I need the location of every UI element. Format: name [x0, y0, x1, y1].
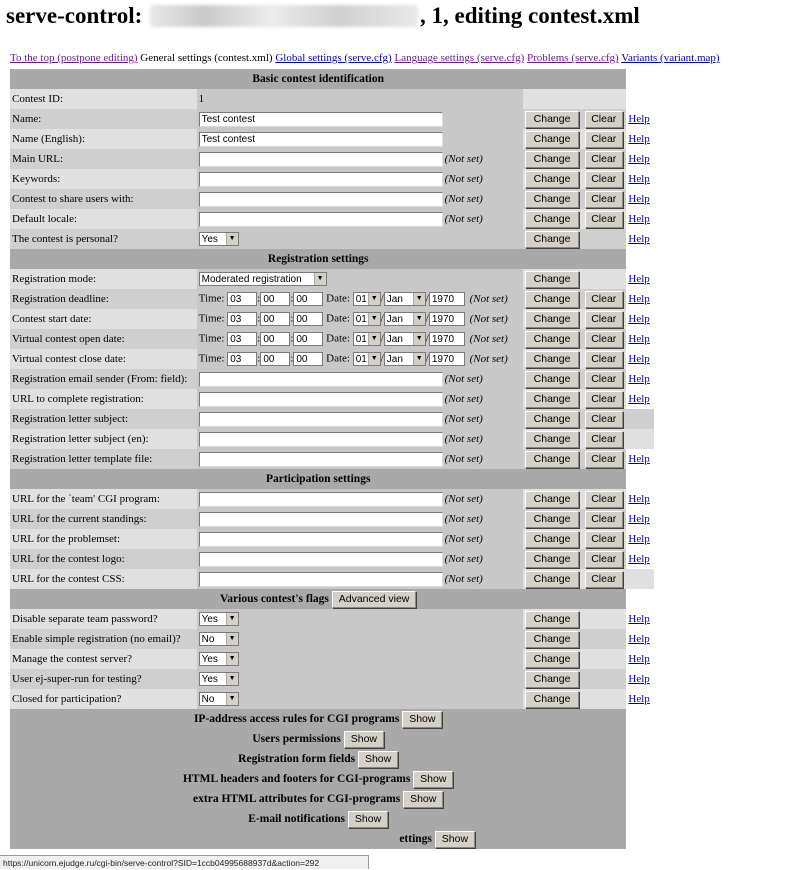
sep-password-label: Disable separate team password?: [10, 609, 197, 629]
start-date-help-link[interactable]: Help: [628, 313, 650, 325]
start-year-input[interactable]: 1970: [429, 312, 465, 326]
default-locale-help-link[interactable]: Help: [628, 213, 650, 225]
share-users-clear-button[interactable]: Clear: [585, 191, 623, 208]
css-url-change-button[interactable]: Change: [525, 571, 579, 588]
section-html-headers: HTML headers and footers for CGI-programs Show: [10, 769, 626, 789]
chevron-down-icon: ▼: [226, 613, 238, 625]
section-basic: Basic contest identification: [10, 69, 626, 89]
row-default-locale: [10, 209, 654, 229]
html-attrs-show-button[interactable]: Show: [403, 791, 443, 808]
vclose-year-input[interactable]: 1970: [429, 352, 465, 366]
html-headers-show-button[interactable]: Show: [413, 771, 453, 788]
vopen-second-input[interactable]: 00: [293, 332, 323, 346]
section-users-perm: Users permissions Show: [10, 729, 626, 749]
complete-url-input[interactable]: [199, 392, 443, 407]
advanced-view-button[interactable]: Advanced view: [332, 591, 417, 608]
keywords-notset: (Not set): [444, 172, 483, 185]
redacted-host: [150, 5, 418, 27]
vclose-change-button[interactable]: Change: [525, 351, 579, 368]
letter-template-clear-button[interactable]: Clear: [585, 451, 623, 468]
chevron-down-icon: ▼: [314, 273, 326, 285]
row-logo-url: [10, 549, 654, 569]
ip-access-show-button[interactable]: Show: [402, 711, 442, 728]
email-sender-input[interactable]: [199, 372, 443, 387]
default-locale-change-button[interactable]: Change: [525, 211, 579, 228]
row-contest-id: [10, 89, 654, 109]
chevron-down-icon: ▼: [368, 333, 380, 345]
name-en-help-link[interactable]: Help: [628, 133, 650, 145]
name-change-button[interactable]: Change: [525, 111, 579, 128]
section-registration: Registration settings: [10, 249, 626, 269]
problemset-url-change-button[interactable]: Change: [525, 531, 579, 548]
vclose-hour-input[interactable]: 03: [227, 352, 257, 366]
reg-deadline-change-button[interactable]: Change: [525, 291, 579, 308]
vclose-month-select[interactable]: Jan ▼: [384, 352, 426, 366]
section-ip-access: IP-address access rules for CGI programs Show: [10, 709, 626, 729]
main-url-input[interactable]: [199, 152, 443, 167]
logo-url-input[interactable]: [199, 552, 443, 567]
email-sender-clear-button[interactable]: Clear: [585, 371, 623, 388]
row-keywords: [10, 169, 654, 189]
super-run-change-button[interactable]: Change: [525, 671, 579, 688]
keywords-label: Keywords:: [10, 169, 197, 189]
row-letter-subject-en: [10, 429, 654, 449]
email-sender-label: Registration email sender (From: field):: [10, 369, 197, 389]
letter-template-input[interactable]: [199, 452, 443, 467]
vclose-day-select[interactable]: 01 ▼: [353, 352, 381, 366]
vopen-year-input[interactable]: 1970: [429, 332, 465, 346]
letter-template-change-button[interactable]: Change: [525, 451, 579, 468]
letter-template-label: Registration letter template file:: [10, 449, 197, 469]
deadline-notset: (Not set): [469, 292, 508, 305]
chevron-down-icon: ▼: [226, 653, 238, 665]
chevron-down-icon: ▼: [368, 293, 380, 305]
row-team-cgi: [10, 489, 654, 509]
default-locale-input[interactable]: [199, 212, 443, 227]
letter-subject-en-label: Registration letter subject (en):: [10, 429, 197, 449]
deadline-minute-input[interactable]: 00: [260, 292, 290, 306]
page-title: [6, 3, 640, 29]
nav-general-current: General settings (contest.xml): [140, 52, 273, 64]
personal-change-button[interactable]: Change: [525, 231, 579, 248]
share-users-notset: (Not set): [444, 192, 483, 205]
css-url-label: URL for the contest CSS:: [10, 569, 197, 589]
share-users-help-link[interactable]: Help: [628, 193, 650, 205]
letter-template-help-link[interactable]: Help: [628, 453, 650, 465]
section-last-partial: ettings Show: [10, 829, 626, 849]
chevron-down-icon: ▼: [368, 313, 380, 325]
letter-template-notset: (Not set): [444, 452, 483, 465]
vclose-date-label: Virtual contest close date:: [10, 349, 197, 369]
default-locale-clear-button[interactable]: Clear: [585, 211, 623, 228]
start-date-label: Contest start date:: [10, 309, 197, 329]
row-name: [10, 109, 654, 129]
start-second-input[interactable]: 00: [293, 312, 323, 326]
reg-mode-help-link[interactable]: Help: [628, 273, 650, 285]
chevron-down-icon: ▼: [226, 233, 238, 245]
users-perm-show-button[interactable]: Show: [344, 731, 384, 748]
name-clear-button[interactable]: Clear: [585, 111, 623, 128]
vclose-minute-input[interactable]: 00: [260, 352, 290, 366]
row-email-sender: [10, 369, 654, 389]
complete-url-notset: (Not set): [444, 392, 483, 405]
name-en-clear-button[interactable]: Clear: [585, 131, 623, 148]
email-sender-change-button[interactable]: Change: [525, 371, 579, 388]
sep-password-select[interactable]: Yes ▼: [199, 612, 239, 626]
email-sender-notset: (Not set): [444, 372, 483, 385]
closed-label: Closed for participation?: [10, 689, 197, 709]
deadline-second-input[interactable]: 00: [293, 292, 323, 306]
standings-url-input[interactable]: [199, 512, 443, 527]
problemset-url-help-link[interactable]: Help: [628, 533, 650, 545]
team-cgi-change-button[interactable]: Change: [525, 491, 579, 508]
complete-url-change-button[interactable]: Change: [525, 391, 579, 408]
reg-mode-label: Registration mode:: [10, 269, 197, 289]
deadline-hour-input[interactable]: 03: [227, 292, 257, 306]
letter-subject-notset: (Not set): [444, 412, 483, 425]
css-url-input[interactable]: [199, 572, 443, 587]
vclose-date-datetime: Time: 03 : 00 : 00 Date: 01 ▼ / Jan ▼ / 1970 (Not set): [197, 349, 523, 369]
super-run-label: User ej-super-run for testing?: [10, 669, 197, 689]
closed-change-button[interactable]: Change: [525, 691, 579, 708]
nav-language-link[interactable]: Language settings (serve.cfg): [394, 52, 525, 64]
vclose-notset: (Not set): [469, 352, 508, 365]
reg-deadline-clear-button[interactable]: Clear: [585, 291, 623, 308]
chevron-down-icon: ▼: [413, 333, 425, 345]
reg-mode-change-button[interactable]: Change: [525, 271, 579, 288]
nav-problems-link[interactable]: Problems (serve.cfg): [527, 52, 619, 64]
nav-top-link[interactable]: To the top (postpone editing): [10, 52, 138, 64]
sep-password-help-link[interactable]: Help: [628, 613, 650, 625]
manage-server-select[interactable]: Yes ▼: [199, 652, 239, 666]
chevron-down-icon: ▼: [368, 353, 380, 365]
letter-subject-label: Registration letter subject:: [10, 409, 197, 429]
row-super-run: [10, 669, 654, 689]
letter-subject-en-clear-button[interactable]: Clear: [585, 431, 623, 448]
name-input[interactable]: [199, 112, 443, 127]
vclose-second-input[interactable]: 00: [293, 352, 323, 366]
css-url-clear-button[interactable]: Clear: [585, 571, 623, 588]
personal-select[interactable]: Yes ▼: [199, 232, 239, 246]
name-en-label: Name (English):: [10, 129, 197, 149]
status-bar-url: https://unicorn.ejudge.ru/cgi-bin/serve-control?SID=1ccb04995688937d&action=292: [0, 855, 369, 869]
row-sep-password: [10, 609, 654, 629]
problemset-url-notset: (Not set): [444, 532, 483, 545]
team-cgi-label: URL for the `team' CGI program:: [10, 489, 197, 509]
email-sender-help-link[interactable]: Help: [628, 373, 650, 385]
letter-subject-input[interactable]: [199, 412, 443, 427]
section-html-attrs: extra HTML attributes for CGI-programs Show: [10, 789, 626, 809]
super-run-help-link[interactable]: Help: [628, 673, 650, 685]
sep-password-change-button[interactable]: Change: [525, 611, 579, 628]
problemset-url-input[interactable]: [199, 532, 443, 547]
email-notif-show-button[interactable]: Show: [348, 811, 388, 828]
keywords-help-link[interactable]: Help: [628, 173, 650, 185]
vopen-notset: (Not set): [469, 332, 508, 345]
main-url-label: Main URL:: [10, 149, 197, 169]
problemset-url-clear-button[interactable]: Clear: [585, 531, 623, 548]
row-closed: [10, 689, 654, 709]
start-date-datetime: Time: 03 : 00 : 00 Date: 01 ▼ / Jan ▼ / 1970 (Not set): [197, 309, 523, 329]
manage-server-help-link[interactable]: Help: [628, 653, 650, 665]
chevron-down-icon: ▼: [226, 673, 238, 685]
name-en-change-button[interactable]: Change: [525, 131, 579, 148]
complete-url-help-link[interactable]: Help: [628, 393, 650, 405]
logo-url-clear-button[interactable]: Clear: [585, 551, 623, 568]
team-cgi-help-link[interactable]: Help: [628, 493, 650, 505]
row-letter-template: [10, 449, 654, 469]
team-cgi-notset: (Not set): [444, 492, 483, 505]
chevron-down-icon: ▼: [413, 313, 425, 325]
row-share-users: [10, 189, 654, 209]
share-users-label: Contest to share users with:: [10, 189, 197, 209]
simple-reg-select[interactable]: No ▼: [199, 632, 239, 646]
standings-url-help-link[interactable]: Help: [628, 513, 650, 525]
personal-label: The contest is personal?: [10, 229, 197, 249]
start-hour-input[interactable]: 03: [227, 312, 257, 326]
logo-url-notset: (Not set): [444, 552, 483, 565]
row-name-en: [10, 129, 654, 149]
standings-url-change-button[interactable]: Change: [525, 511, 579, 528]
logo-url-label: URL for the contest logo:: [10, 549, 197, 569]
name-help-link[interactable]: Help: [628, 113, 650, 125]
last-show-button[interactable]: Show: [435, 831, 475, 848]
vopen-month-select[interactable]: Jan ▼: [384, 332, 426, 346]
keywords-input[interactable]: [199, 172, 443, 187]
share-users-change-button[interactable]: Change: [525, 191, 579, 208]
logo-url-help-link[interactable]: Help: [628, 553, 650, 565]
row-css-url: [10, 569, 654, 589]
page-title-prefix: serve-control:: [6, 3, 143, 28]
deadline-year-input[interactable]: 1970: [429, 292, 465, 306]
keywords-clear-button[interactable]: Clear: [585, 171, 623, 188]
name-en-input[interactable]: [199, 132, 443, 147]
vopen-minute-input[interactable]: 00: [260, 332, 290, 346]
team-cgi-input[interactable]: [199, 492, 443, 507]
closed-help-link[interactable]: Help: [628, 693, 650, 705]
letter-subject-en-notset: (Not set): [444, 432, 483, 445]
nav-global-link[interactable]: Global settings (serve.cfg): [275, 52, 392, 64]
simple-reg-help-link[interactable]: Help: [628, 633, 650, 645]
chevron-down-icon: ▼: [413, 353, 425, 365]
reg-deadline-label: Registration deadline:: [10, 289, 197, 309]
vopen-day-select[interactable]: 01 ▼: [353, 332, 381, 346]
reg-mode-select[interactable]: Moderated registration ▼: [199, 272, 327, 286]
manage-server-change-button[interactable]: Change: [525, 651, 579, 668]
row-vopen-date: [10, 329, 654, 349]
reg-fields-show-button[interactable]: Show: [358, 751, 398, 768]
vopen-date-datetime: Time: 03 : 00 : 00 Date: 01 ▼ / Jan ▼ / 1970 (Not set): [197, 329, 523, 349]
letter-subject-change-button[interactable]: Change: [525, 411, 579, 428]
row-letter-subject: [10, 409, 654, 429]
vopen-change-button[interactable]: Change: [525, 331, 579, 348]
start-notset: (Not set): [469, 312, 508, 325]
settings-table: [10, 69, 654, 849]
row-vclose-date: [10, 349, 654, 369]
chevron-down-icon: ▼: [226, 633, 238, 645]
standings-url-label: URL for the current standings:: [10, 509, 197, 529]
letter-subject-en-input[interactable]: [199, 432, 443, 447]
row-complete-url: [10, 389, 654, 409]
default-locale-notset: (Not set): [444, 212, 483, 225]
section-reg-fields: Registration form fields Show: [10, 749, 626, 769]
row-reg-deadline: [10, 289, 654, 309]
main-url-change-button[interactable]: Change: [525, 151, 579, 168]
start-date-clear-button[interactable]: Clear: [585, 311, 623, 328]
nav-variants-link[interactable]: Variants (variant.map): [621, 52, 720, 64]
section-participation: Participation settings: [10, 469, 626, 489]
reg-deadline-datetime: Time: 03 : 00 : 00 Date: 01 ▼ / Jan ▼ / 1970 (Not set): [197, 289, 523, 309]
reg-deadline-help-link[interactable]: Help: [628, 293, 650, 305]
row-manage-server: [10, 649, 654, 669]
standings-url-notset: (Not set): [444, 512, 483, 525]
vclose-help-link[interactable]: Help: [628, 353, 650, 365]
row-reg-mode: [10, 269, 654, 289]
vopen-date-label: Virtual contest open date:: [10, 329, 197, 349]
vopen-hour-input[interactable]: 03: [227, 332, 257, 346]
row-start-date: [10, 309, 654, 329]
start-date-change-button[interactable]: Change: [525, 311, 579, 328]
letter-subject-en-change-button[interactable]: Change: [525, 431, 579, 448]
vclose-clear-button[interactable]: Clear: [585, 351, 623, 368]
simple-reg-label: Enable simple registration (no email)?: [10, 629, 197, 649]
vopen-help-link[interactable]: Help: [628, 333, 650, 345]
letter-subject-clear-button[interactable]: Clear: [585, 411, 623, 428]
start-day-select[interactable]: 01 ▼: [353, 312, 381, 326]
logo-url-change-button[interactable]: Change: [525, 551, 579, 568]
start-month-select[interactable]: Jan ▼: [384, 312, 426, 326]
problemset-url-label: URL for the problemset:: [10, 529, 197, 549]
section-flags: Various contest's flags Advanced view: [10, 589, 626, 609]
team-cgi-clear-button[interactable]: Clear: [585, 491, 623, 508]
share-users-input[interactable]: [199, 192, 443, 207]
personal-help-link[interactable]: Help: [628, 233, 650, 245]
standings-url-clear-button[interactable]: Clear: [585, 511, 623, 528]
chevron-down-icon: ▼: [226, 693, 238, 705]
deadline-day-select[interactable]: 01 ▼: [353, 292, 381, 306]
closed-select[interactable]: No ▼: [199, 692, 239, 706]
row-personal: [10, 229, 654, 249]
main-url-help-link[interactable]: Help: [628, 153, 650, 165]
main-url-clear-button[interactable]: Clear: [585, 151, 623, 168]
deadline-month-select[interactable]: Jan ▼: [384, 292, 426, 306]
row-standings-url: [10, 509, 654, 529]
complete-url-clear-button[interactable]: Clear: [585, 391, 623, 408]
name-label: Name:: [10, 109, 197, 129]
keywords-change-button[interactable]: Change: [525, 171, 579, 188]
default-locale-label: Default locale:: [10, 209, 197, 229]
row-main-url: [10, 149, 654, 169]
chevron-down-icon: ▼: [413, 293, 425, 305]
manage-server-label: Manage the contest server?: [10, 649, 197, 669]
css-url-notset: (Not set): [444, 572, 483, 585]
row-problemset-url: [10, 529, 654, 549]
contest-id-value: 1: [197, 89, 523, 109]
contest-id-label: Contest ID:: [10, 89, 197, 109]
row-simple-reg: [10, 629, 654, 649]
super-run-select[interactable]: Yes ▼: [199, 672, 239, 686]
main-url-notset: (Not set): [444, 152, 483, 165]
page-title-suffix: , 1, editing contest.xml: [420, 3, 640, 28]
simple-reg-change-button[interactable]: Change: [525, 631, 579, 648]
start-minute-input[interactable]: 00: [260, 312, 290, 326]
section-email-notif: E-mail notifications Show: [10, 809, 626, 829]
vopen-clear-button[interactable]: Clear: [585, 331, 623, 348]
complete-url-label: URL to complete registration:: [10, 389, 197, 409]
nav-bar: [10, 52, 720, 64]
